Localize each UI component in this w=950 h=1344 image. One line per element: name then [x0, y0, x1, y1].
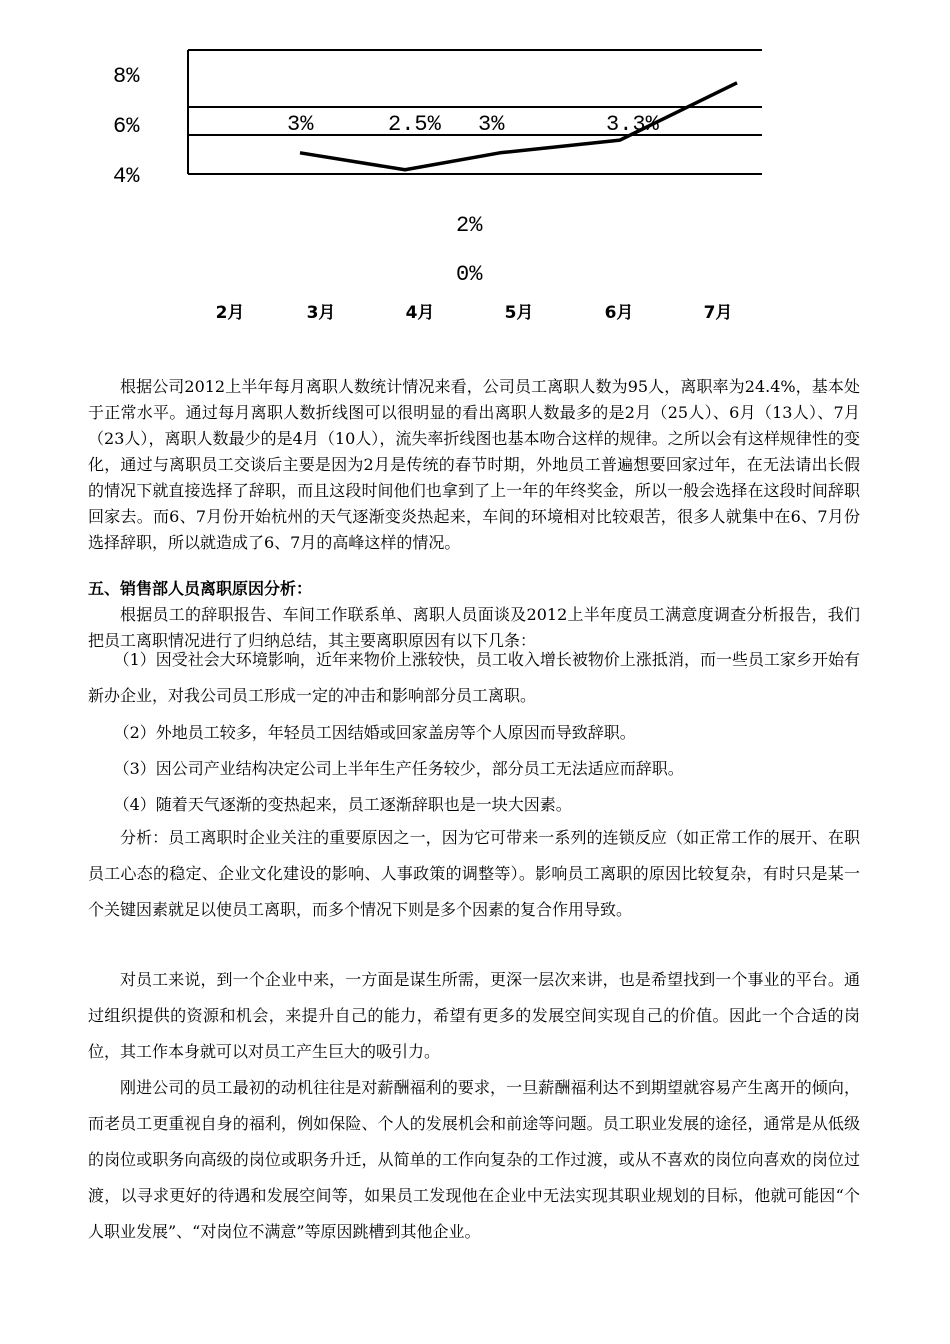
reason-4: （4）随着天气逐渐的变热起来，员工逐渐辞职也是一块大因素。: [113, 795, 572, 814]
analysis-paragraph: 分析：员工离职时企业关注的重要原因之一，因为它可带来一系列的连锁反应（如正常工作的展开、在职员工心态的稳定、企业文化建设的影响、人事政策的调整等）。影响员工离职的原因比较复杂，有时只是某一个关键因素就足以使员工离职，而多个情况下则是多个因素的复合作用导致。: [88, 828, 860, 919]
x-tick-label: 4月: [405, 303, 435, 323]
new-employees-paragraph: 刚进公司的员工最初的动机往往是对薪酬福利的要求，一旦薪酬福利达不到期望就容易产生离开的倾向，而老员工更重视自身的福利，例如保险、个人的发展机会和前途等问题。员工职业发展的途径，通常是从低级的岗位或职务向高级的岗位或职务升迁，从简单的工作向复杂的工作过渡，或从不喜欢的岗位向喜欢的岗位过渡，以寻求更好的待遇和发展空间等，如果员工发现他在企业中无法实现其职业规划的目标，他就可能因“个人职业发展”、“对岗位不满意”等原因跳槽到其他企业。: [88, 1078, 860, 1241]
y-tick-label: 6%: [113, 114, 140, 139]
y-tick-label: 4%: [113, 164, 140, 189]
x-tick-label: 5月: [504, 303, 534, 323]
data-label: 2.5%: [388, 112, 441, 137]
x-tick-label: 3月: [306, 303, 336, 323]
reason-1: （1）因受社会大环境影响，近年来物价上涨较快，员工收入增长被物价上涨抵消，而一些员工家乡开始有新办企业，对我公司员工形成一定的冲击和影响部分员工离职。: [88, 650, 860, 705]
section-heading: 五、销售部人员离职原因分析：: [88, 579, 313, 598]
intro-paragraph: 根据员工的辞职报告、车间工作联系单、离职人员面谈及2012上半年度员工满意度调查分析报告，我们把员工离职情况进行了归纳总结，其主要离职原因有以下几条：: [88, 605, 860, 650]
employee-view-paragraph: 对员工来说，到一个企业中来，一方面是谋生所需，更深一层次来讲，也是希望找到一个事业的平台。通过组织提供的资源和机会，来提升自己的能力，希望有更多的发展空间实现自己的价值。因此一个合适的岗位，其工作本身就可以对员工产生巨大的吸引力。: [88, 970, 860, 1061]
x-tick-label: 7月: [703, 303, 733, 323]
reason-2: （2）外地员工较多，年轻员工因结婚或回家盖房等个人原因而导致辞职。: [113, 723, 636, 742]
reason-3: （3）因公司产业结构决定公司上半年生产任务较少，部分员工无法适应而辞职。: [113, 759, 684, 778]
data-label: 3%: [287, 112, 314, 137]
turnover-rate-series-line: [300, 83, 737, 170]
turnover-rate-line-chart: [0, 0, 950, 340]
y-tick-label: 2%: [456, 213, 483, 238]
x-tick-label: 2月: [215, 303, 245, 323]
y-tick-label: 0%: [456, 262, 483, 287]
y-tick-label: 8%: [113, 64, 140, 89]
data-label: 3%: [478, 112, 505, 137]
x-tick-label: 6月: [604, 303, 634, 323]
data-label: 3.3%: [606, 112, 659, 137]
summary-paragraph: 根据公司2012上半年每月离职人数统计情况来看，公司员工离职人数为95人，离职率为24.4%，基本处于正常水平。通过每月离职人数折线图可以很明显的看出离职人数最多的是2月（25人）、6月（13人）、7月（23人），离职人数最少的是4月（10人），流失率折线图也基本吻合这样的规律。之所以会有这样规律性的变化，通过与离职员工交谈后主要是因为2月是传统的春节时期，外地员工普遍想要回家过年，在无法请出长假的情况下就直接选择了辞职，而且这段时间他们也拿到了上一年的年终奖金，所以一般会选择在这段时间辞职回家去。而6、7月份开始杭州的天气逐渐变炎热起来，车间的环境相对比较艰苦，很多人就集中在6、7月份选择辞职，所以就造成了6、7月的高峰这样的情况。: [88, 377, 860, 552]
